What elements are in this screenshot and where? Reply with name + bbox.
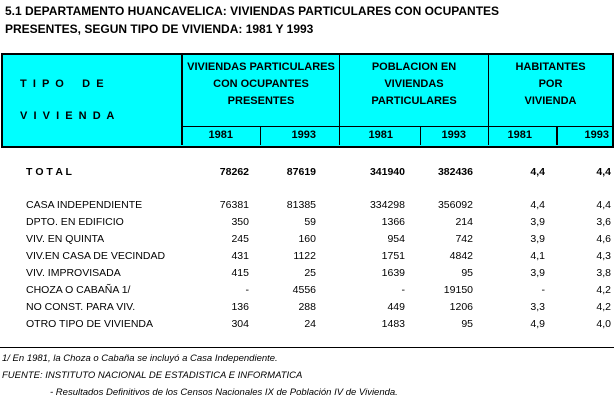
source-detail: - Resultados Definitivos de los Censos Nacionales IX de Población IV de Vivienda. bbox=[50, 387, 398, 398]
cell: 3,9 bbox=[530, 267, 545, 279]
header-text: POBLACION EN bbox=[371, 61, 457, 73]
cell: 4,6 bbox=[596, 233, 611, 245]
row-label: VIV. IMPROVISADA bbox=[26, 267, 121, 279]
row-label: VIV. EN QUINTA bbox=[26, 233, 105, 245]
header-text: CON OCUPANTES bbox=[213, 78, 309, 90]
row-label: CHOZA O CABAÑA 1/ bbox=[26, 284, 131, 296]
header-tipo: T I P O D E bbox=[20, 78, 104, 90]
table-row bbox=[0, 299, 614, 315]
cell: 4,9 bbox=[530, 318, 545, 330]
cell: 356092 bbox=[437, 199, 473, 211]
cell: 3,9 bbox=[530, 233, 545, 245]
cell: 4,0 bbox=[596, 318, 611, 330]
cell: 415 bbox=[231, 267, 249, 279]
cell: 1122 bbox=[293, 250, 316, 262]
cell: - bbox=[401, 284, 405, 296]
row-label: NO CONST. PARA VIV. bbox=[26, 301, 136, 313]
cell: 3,6 bbox=[596, 216, 611, 228]
row-label: T O T A L bbox=[26, 166, 72, 178]
cell: 4,4 bbox=[530, 199, 545, 211]
cell: 1639 bbox=[381, 267, 405, 279]
cell: 1751 bbox=[381, 250, 405, 262]
table-row bbox=[0, 214, 614, 230]
cell: 160 bbox=[298, 233, 316, 245]
header-poblacion bbox=[340, 59, 488, 110]
row-label: VIV.EN CASA DE VECINDAD bbox=[26, 250, 166, 262]
year-header: 1981 bbox=[368, 129, 393, 141]
row-label: OTRO TIPO DE VIVIENDA bbox=[26, 318, 153, 330]
cell: 431 bbox=[231, 250, 249, 262]
cell: 25 bbox=[304, 267, 316, 279]
header-text: PARTICULARES bbox=[371, 95, 457, 107]
cell: 382436 bbox=[437, 166, 473, 178]
cell: - bbox=[245, 284, 249, 296]
cell: 76381 bbox=[219, 199, 249, 211]
year-header: 1981 bbox=[208, 129, 233, 141]
cell: 59 bbox=[304, 216, 316, 228]
cell: 214 bbox=[455, 216, 473, 228]
table-row bbox=[0, 197, 614, 213]
cell: 4,3 bbox=[596, 250, 611, 262]
cell: 4,2 bbox=[596, 284, 611, 296]
year-header: 1981 bbox=[507, 129, 532, 141]
cell: 1483 bbox=[381, 318, 405, 330]
divider bbox=[182, 126, 612, 127]
cell: 3,9 bbox=[530, 216, 545, 228]
cell: 742 bbox=[455, 233, 473, 245]
header-vivienda: V I V I E N D A bbox=[20, 110, 115, 122]
table-title: 5.1 DEPARTAMENTO HUANCAVELICA: VIVIENDAS PARTICULARES CON OCUPANTES bbox=[5, 4, 500, 18]
cell: 449 bbox=[387, 301, 405, 313]
cell: 87619 bbox=[286, 166, 316, 178]
table-row bbox=[0, 265, 614, 281]
header-text: VIVIENDAS bbox=[384, 78, 444, 90]
table-row bbox=[0, 282, 614, 298]
cell: 95 bbox=[461, 267, 473, 279]
header-text: HABITANTES bbox=[515, 61, 586, 73]
header-text: VIVIENDAS PARTICULARES bbox=[187, 61, 335, 73]
row-label: DPTO. EN EDIFICIO bbox=[26, 216, 124, 228]
cell: 4,1 bbox=[530, 250, 545, 262]
cell: 95 bbox=[461, 318, 473, 330]
cell: 4,4 bbox=[530, 166, 545, 178]
table-title-line2: PRESENTES, SEGUN TIPO DE VIVIENDA: 1981 Y 1993 bbox=[5, 22, 314, 36]
header-text: POR bbox=[538, 78, 563, 90]
source: FUENTE: INSTITUTO NACIONAL DE ESTADISTICA E INFORMATICA bbox=[2, 370, 303, 381]
cell: 288 bbox=[298, 301, 316, 313]
table-row bbox=[0, 231, 614, 247]
year-header: 1993 bbox=[441, 129, 466, 141]
header-viviendas bbox=[183, 59, 339, 110]
cell: 4,4 bbox=[596, 199, 611, 211]
header-habitantes bbox=[489, 59, 612, 110]
cell: 78262 bbox=[219, 166, 249, 178]
cell: 341940 bbox=[369, 166, 405, 178]
cell: 4,4 bbox=[596, 166, 611, 178]
cell: 3,8 bbox=[596, 267, 611, 279]
cell: 954 bbox=[387, 233, 405, 245]
cell: 304 bbox=[231, 318, 249, 330]
table-row bbox=[0, 316, 614, 332]
table-row bbox=[0, 248, 614, 264]
total-row bbox=[0, 164, 614, 180]
cell: 350 bbox=[231, 216, 249, 228]
year-header: 1993 bbox=[291, 129, 316, 141]
footer-divider bbox=[0, 347, 614, 348]
cell: 334298 bbox=[369, 199, 405, 211]
cell: 1366 bbox=[381, 216, 405, 228]
cell: 81385 bbox=[286, 199, 316, 211]
cell: 4,2 bbox=[596, 301, 611, 313]
year-header: 1993 bbox=[584, 129, 609, 141]
cell: 24 bbox=[304, 318, 316, 330]
cell: 136 bbox=[231, 301, 249, 313]
header-text: PRESENTES bbox=[227, 95, 295, 107]
header-text: VIVIENDA bbox=[524, 95, 577, 107]
cell: 19150 bbox=[443, 284, 473, 296]
row-label: CASA INDEPENDIENTE bbox=[26, 199, 143, 211]
cell: 245 bbox=[231, 233, 249, 245]
cell: 1206 bbox=[449, 301, 473, 313]
cell: 3,3 bbox=[530, 301, 545, 313]
cell: - bbox=[541, 284, 545, 296]
cell: 4842 bbox=[449, 250, 473, 262]
cell: 4556 bbox=[292, 284, 316, 296]
footnote: 1/ En 1981, la Choza o Cabaña se incluyó a Casa Independiente. bbox=[2, 353, 278, 364]
